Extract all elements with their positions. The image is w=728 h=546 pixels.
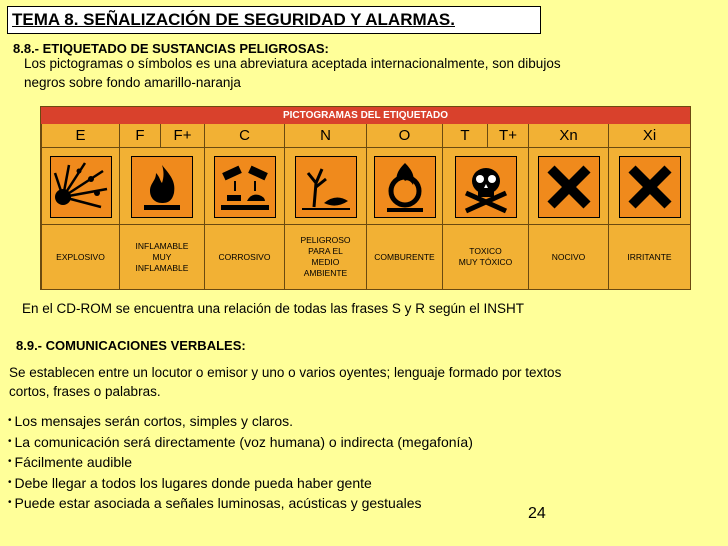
page-title: TEMA 8. SEÑALIZACIÓN DE SEGURIDAD Y ALARMAS.: [12, 10, 455, 29]
label-comburente: [369, 226, 440, 288]
label-line: MUY TÓXICO: [458, 257, 513, 267]
column-explosivo: [41, 124, 119, 289]
text-line: Se establecen entre un locutor o emisor y uno o varios oyentes; lenguaje formado por textos: [9, 365, 562, 380]
code-label: T: [460, 127, 470, 144]
column-nocivo: [528, 124, 608, 289]
label-explosivo: [44, 226, 117, 288]
explosive-icon: [50, 156, 112, 218]
list-item-text: Debe llegar a todos los lugares donde pueda haber gente: [14, 474, 372, 491]
row-divider: [443, 224, 528, 225]
label-inflamable: [122, 226, 202, 288]
code-label: C: [205, 124, 284, 148]
section-heading-etiquetado: 8.8.- ETIQUETADO DE SUSTANCIAS PELIGROSAS:: [13, 41, 329, 56]
label-line: PELIGROSO: [300, 235, 351, 245]
column-inflamable: [119, 124, 204, 289]
bullet-icon: •: [8, 456, 12, 467]
flame-icon: [131, 156, 193, 218]
text-line: Los pictogramas o símbolos es una abreviatura aceptada internacionalmente, son dibujos: [24, 56, 561, 71]
cross-icon: [538, 156, 600, 218]
label-line: NOCIVO: [551, 251, 586, 262]
row-divider: [285, 224, 366, 225]
label-line: INFLAMABLE: [135, 240, 189, 251]
column-irritante: [608, 124, 690, 289]
bullet-icon: •: [8, 497, 12, 508]
list-item-text: Fácilmente audible: [14, 454, 133, 470]
label-line: MUY: [152, 251, 172, 262]
list-item-text: Los mensajes serán cortos, simples y claros.: [14, 413, 294, 429]
label-line: PARA EL: [308, 246, 343, 256]
code-label: Xn: [529, 124, 608, 148]
section-text-etiquetado: [24, 54, 561, 92]
text-line: negros sobre fondo amarillo-naranja: [24, 75, 241, 90]
code-label: E: [42, 124, 119, 148]
bullet-icon: •: [8, 476, 12, 488]
cdrom-note: En el CD-ROM se encuentra una relación de todas las frases S y R según el INSHT: [22, 301, 524, 316]
label-corrosivo: [207, 226, 282, 288]
page-number: 24: [528, 505, 546, 522]
column-medio-ambiente: [284, 124, 366, 289]
section-text-comunicaciones: [9, 363, 561, 401]
row-divider: [529, 224, 608, 225]
label-line: CORROSIVO: [218, 251, 271, 262]
bullet-list: [8, 411, 473, 514]
code-label: Xi: [609, 124, 690, 148]
row-divider: [367, 224, 442, 225]
skull-icon: [455, 156, 517, 218]
label-line: INFLAMABLE: [135, 262, 189, 273]
row-divider: [609, 224, 690, 225]
text-line: cortos, frases o palabras.: [9, 384, 161, 399]
list-item-text: La comunicación será directamente (voz humana) o indirecta (megafonía): [14, 433, 473, 450]
label-medio-ambiente: [287, 226, 364, 288]
label-line: TOXICO: [469, 246, 502, 256]
list-item: [8, 452, 473, 473]
column-toxico: [442, 124, 528, 289]
list-item: [8, 432, 473, 453]
label-line: IRRITANTE: [627, 251, 672, 262]
label-irritante: [611, 226, 688, 288]
label-line: EXPLOSIVO: [56, 251, 105, 262]
flame-over-circle-icon: [374, 156, 436, 218]
list-item: [8, 473, 473, 494]
pictogram-table: [40, 106, 691, 290]
list-item: [8, 493, 473, 514]
bullet-icon: •: [8, 435, 12, 447]
code-label: F: [135, 127, 145, 144]
label-nocivo: [531, 226, 606, 288]
list-item-text: Puede estar asociada a señales luminosas, acústicas y gestuales: [14, 495, 422, 511]
code-label: T+: [499, 127, 517, 144]
section-heading-comunicaciones: 8.9.- COMUNICACIONES VERBALES:: [16, 338, 246, 353]
list-item: [8, 411, 473, 432]
code-label: F+: [173, 127, 192, 144]
label-line: COMBURENTE: [374, 251, 435, 262]
row-divider: [42, 224, 119, 225]
code-label: O: [367, 124, 442, 148]
bullet-icon: •: [8, 415, 12, 426]
column-comburente: [366, 124, 442, 289]
cross-icon: [619, 156, 681, 218]
row-divider: [120, 224, 204, 225]
label-toxico: [445, 226, 526, 288]
row-divider: [205, 224, 284, 225]
table-header: PICTOGRAMAS DEL ETIQUETADO: [41, 107, 690, 124]
column-corrosivo: [204, 124, 284, 289]
code-label: N: [285, 124, 366, 148]
label-line: AMBIENTE: [303, 268, 348, 278]
corrosive-icon: [214, 156, 276, 218]
label-line: MEDIO: [311, 257, 340, 267]
environment-icon: [295, 156, 357, 218]
